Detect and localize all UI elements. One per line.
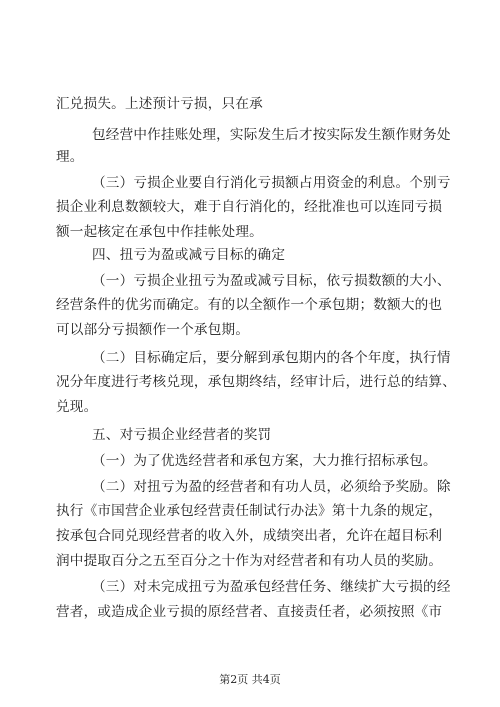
text-line: 损企业利息数额较大，难于自行消化的，经批准也可以连同亏损: [56, 199, 443, 215]
text-line: 兑现。: [56, 399, 98, 415]
section-heading: 四、扭亏为盈或减亏目标的确定: [92, 247, 286, 263]
text-line: 可以部分亏损额作一个承包期。: [56, 322, 250, 338]
text-line: （二）对扭亏为盈的经营者和有功人员，必须给予奖励。除: [92, 479, 451, 495]
text-line: 额一起核定在承包中作挂帐处理。: [56, 224, 263, 240]
section-heading: 五、对亏损企业经营者的奖罚: [92, 427, 272, 443]
text-line: （一）为了优选经营者和承包方案，大力推行招标承包。: [92, 453, 437, 469]
text-line: 况分年度进行考核兑现，承包期终结，经审计后，进行总的结算、: [56, 374, 457, 390]
text-line: 包经营中作挂账处理，实际发生后才按实际发生额作财务处: [92, 127, 451, 143]
text-line: 汇兑损失。上述预计亏损，只在承: [56, 96, 263, 112]
text-line: 营者，或造成企业亏损的原经营者、直接责任者，必须按照《市: [56, 604, 443, 620]
text-line: 按承包合同兑现经营者的收入外，成绩突出者，允许在超目标利: [56, 528, 443, 544]
text-line: 理。: [56, 149, 84, 165]
text-line: （二）目标确定后，要分解到承包期内的各个年度，执行情: [92, 350, 451, 366]
text-line: 经营条件的优劣而确定。有的以全额作一个承包期；数额大的也: [56, 297, 443, 313]
text-line: 润中提取百分之五至百分之十作为对经营者和有功人员的奖励。: [56, 553, 443, 569]
text-line: （三）对未完成扭亏为盈承包经营任务、继续扩大亏损的经: [92, 579, 451, 595]
page-footer: 第2页 共4页: [219, 673, 281, 686]
text-line: （三）亏损企业要自行消化亏损额占用资金的利息。个别亏: [92, 175, 451, 191]
text-line: 执行《市国营企业承包经营责任制试行办法》第十九条的规定，: [56, 503, 443, 519]
text-line: （一）亏损企业扭亏为盈或减亏目标，依亏损数额的大小、: [92, 273, 451, 289]
